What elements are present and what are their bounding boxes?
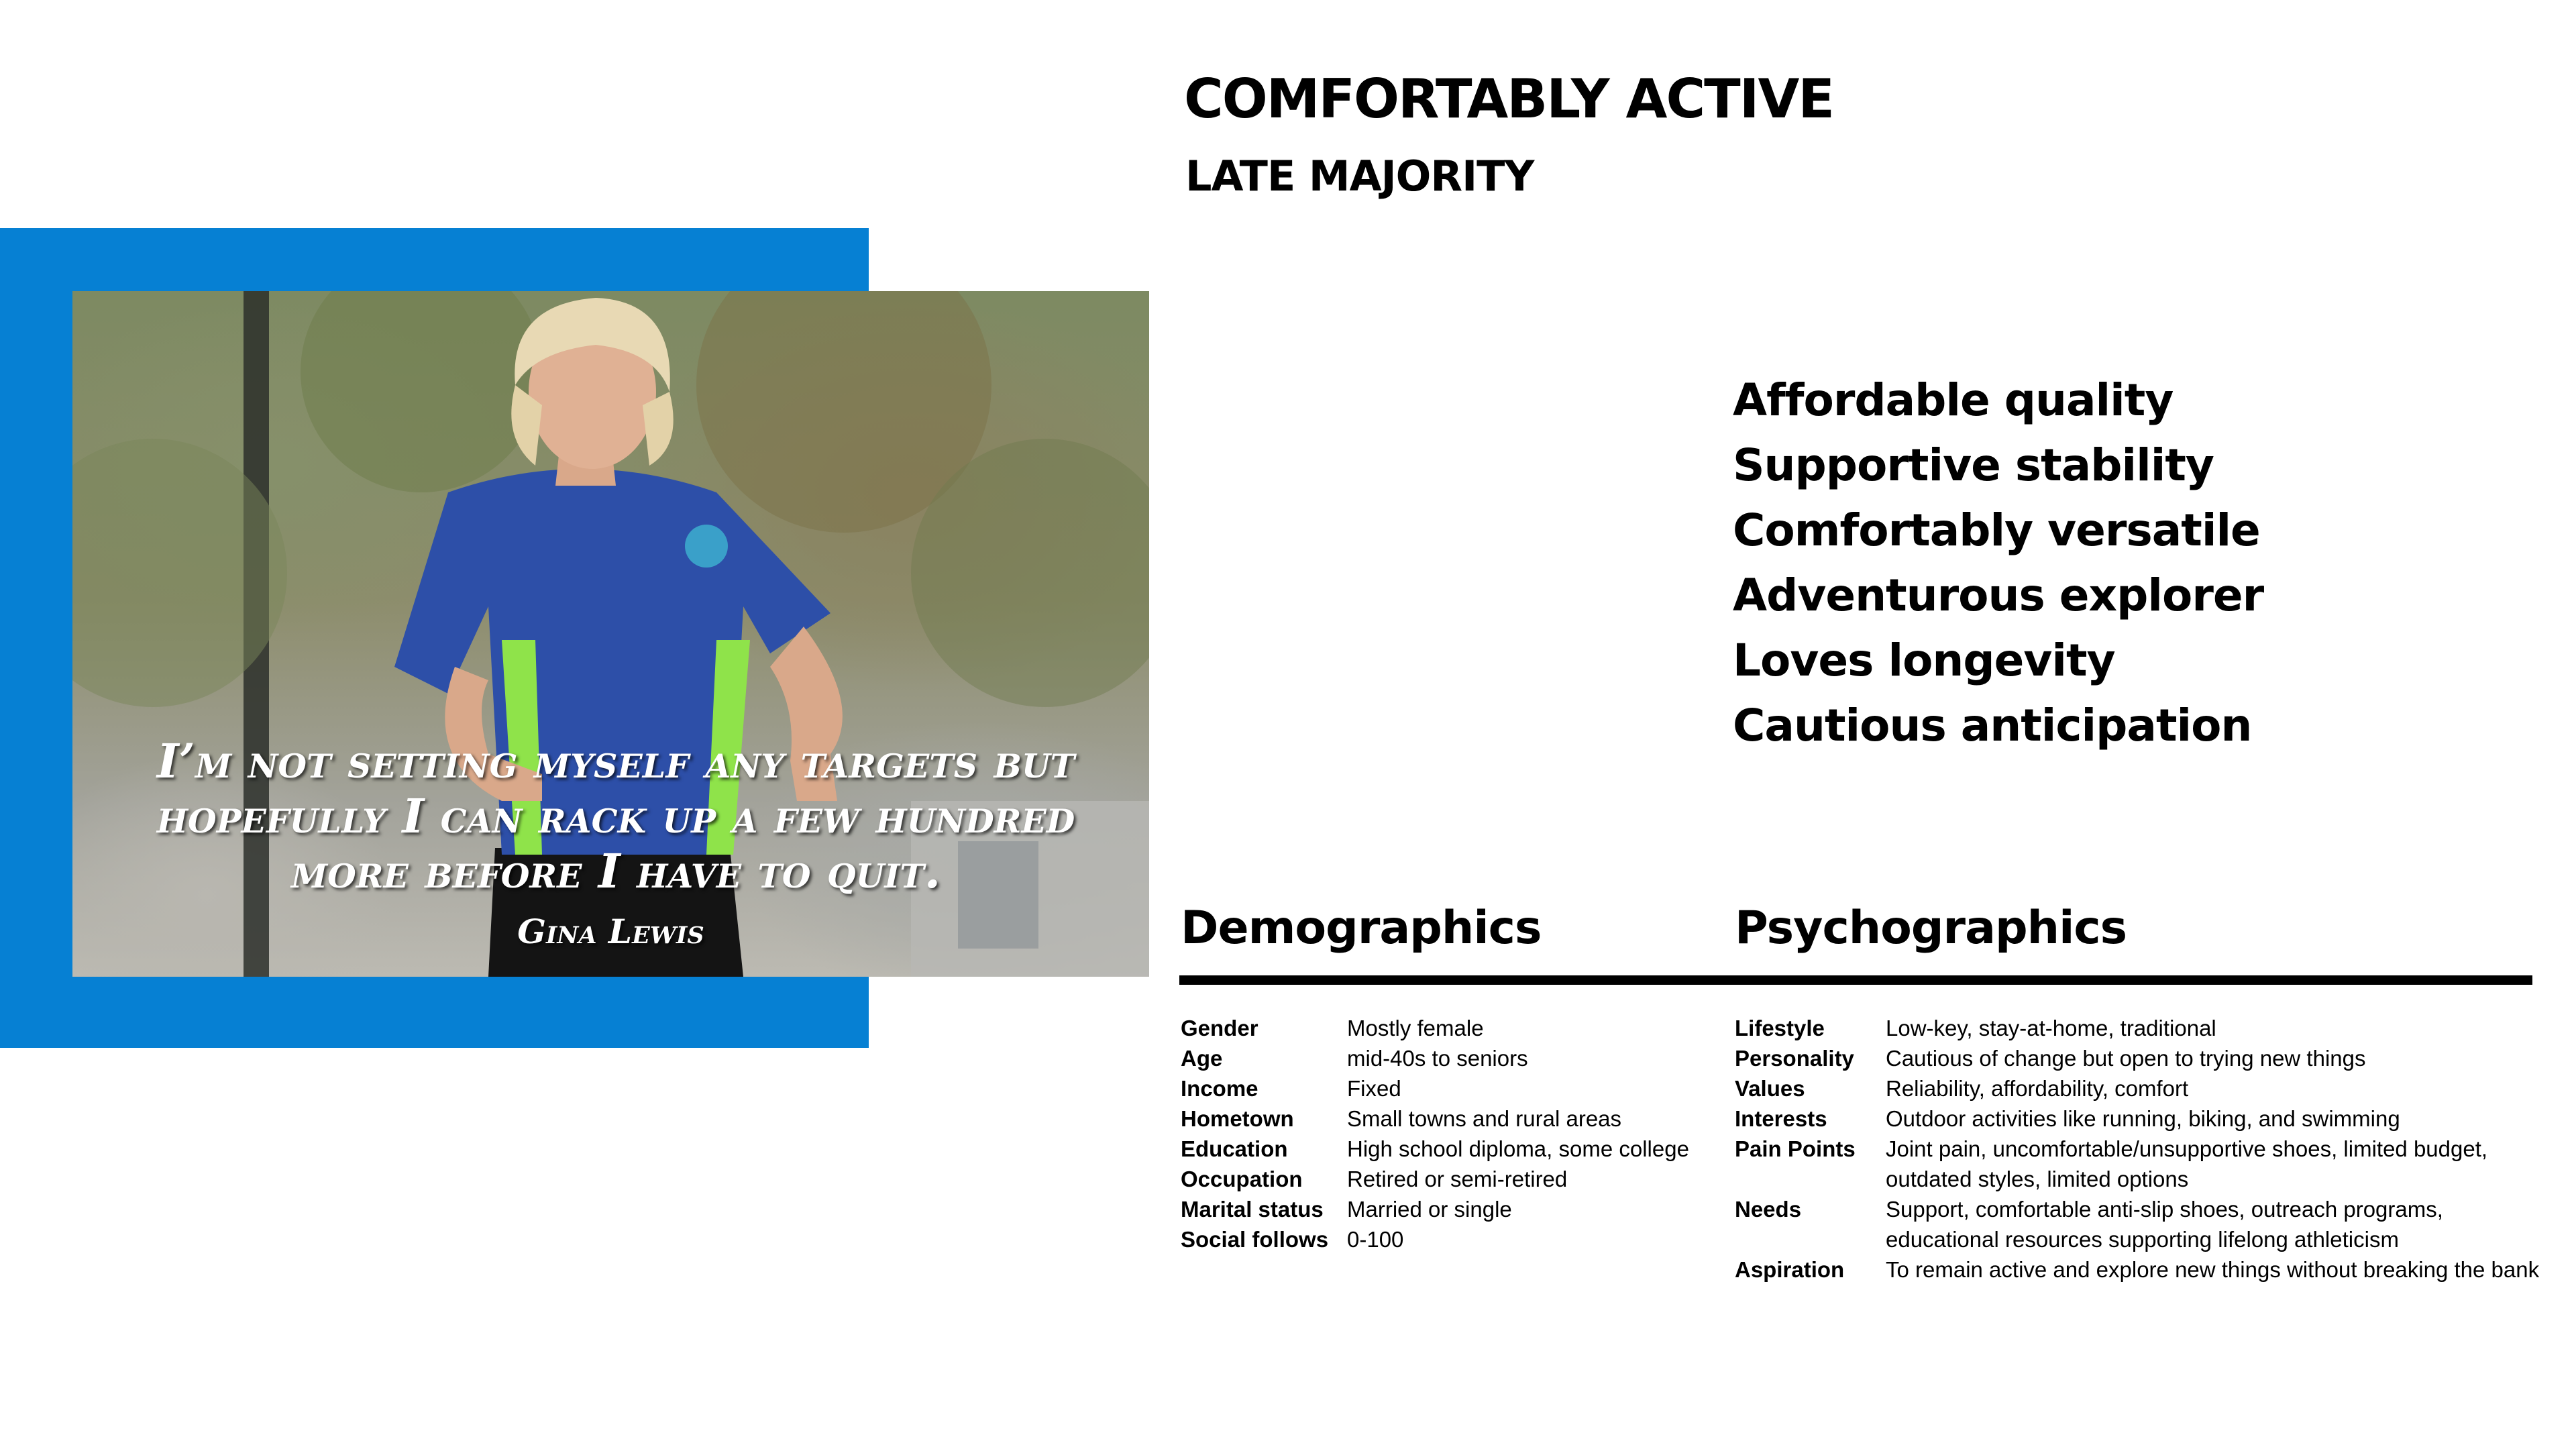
row-label: Aspiration <box>1735 1257 1845 1282</box>
quote-author: Gina Lewis <box>517 912 704 951</box>
table-row <box>1735 1254 2540 1285</box>
row-label: Values <box>1735 1076 1805 1101</box>
row-value: Joint pain, uncomfortable/unsupportive shoes, limited budget, outdated styles, limited options <box>1886 1136 2488 1191</box>
row-label: Hometown <box>1181 1106 1294 1131</box>
page-title: COMFORTABLY ACTIVE <box>1184 68 1834 130</box>
table-row <box>1735 1013 2540 1043</box>
row-value: Low-key, stay-at-home, traditional <box>1886 1016 2216 1040</box>
row-label: Occupation <box>1181 1167 1303 1191</box>
row-label: Interests <box>1735 1106 1827 1131</box>
table-row <box>1181 1013 1758 1043</box>
psychographics-heading: Psychographics <box>1735 902 2127 955</box>
table-row <box>1735 1104 2540 1134</box>
row-label: Pain Points <box>1735 1136 1856 1161</box>
table-row <box>1735 1194 2540 1254</box>
section-divider <box>1179 975 2532 985</box>
row-label: Age <box>1181 1046 1223 1071</box>
psychographics-table <box>1735 1013 2540 1285</box>
table-row <box>1181 1104 1758 1134</box>
table-row <box>1735 1043 2540 1073</box>
row-value: Outdoor activities like running, biking, and swimming <box>1886 1106 2400 1131</box>
row-value: 0-100 <box>1347 1227 1404 1252</box>
row-value: mid-40s to seniors <box>1347 1046 1528 1071</box>
table-row <box>1181 1224 1758 1254</box>
attribute-item: Affordable quality <box>1733 374 2174 426</box>
page-subtitle: LATE MAJORITY <box>1185 152 1534 201</box>
row-value: Small towns and rural areas <box>1347 1106 1622 1131</box>
runner-quote: I’m not setting myself any targets but hopefully I can rack up a few hundred more before I have to quit. <box>156 733 1075 899</box>
table-row <box>1181 1194 1758 1224</box>
row-label: Lifestyle <box>1735 1016 1825 1040</box>
row-label: Social follows <box>1181 1227 1329 1252</box>
row-label: Gender <box>1181 1016 1258 1040</box>
row-value: To remain active and explore new things without breaking the bank <box>1886 1257 2540 1282</box>
attribute-item: Cautious anticipation <box>1733 700 2252 751</box>
row-label: Marital status <box>1181 1197 1324 1222</box>
table-row <box>1181 1073 1758 1104</box>
row-value: Mostly female <box>1347 1016 1484 1040</box>
row-value: Reliability, affordability, comfort <box>1886 1076 2189 1101</box>
row-label: Personality <box>1735 1046 1854 1071</box>
table-row <box>1735 1073 2540 1104</box>
row-label: Income <box>1181 1076 1258 1101</box>
row-value: Married or single <box>1347 1197 1512 1222</box>
attribute-item: Loves longevity <box>1733 635 2115 686</box>
table-row <box>1735 1134 2540 1194</box>
table-row <box>1181 1164 1758 1194</box>
row-label: Education <box>1181 1136 1288 1161</box>
row-value: High school diploma, some college <box>1347 1136 1689 1161</box>
attribute-item: Comfortably versatile <box>1733 504 2260 556</box>
demographics-table <box>1181 1013 1758 1254</box>
table-row <box>1181 1134 1758 1164</box>
runner-photo <box>72 291 1149 977</box>
row-value: Support, comfortable anti-slip shoes, outreach programs, educational resources supporting lifelong athleticism <box>1886 1197 2443 1252</box>
attribute-item: Supportive stability <box>1733 439 2214 491</box>
row-value: Cautious of change but open to trying new things <box>1886 1046 2366 1071</box>
demographics-heading: Demographics <box>1181 902 1542 955</box>
row-label: Needs <box>1735 1197 1802 1222</box>
table-row <box>1181 1043 1758 1073</box>
row-value: Fixed <box>1347 1076 1401 1101</box>
row-value: Retired or semi-retired <box>1347 1167 1568 1191</box>
attribute-item: Adventurous explorer <box>1733 570 2264 621</box>
attribute-list <box>1733 368 2263 758</box>
